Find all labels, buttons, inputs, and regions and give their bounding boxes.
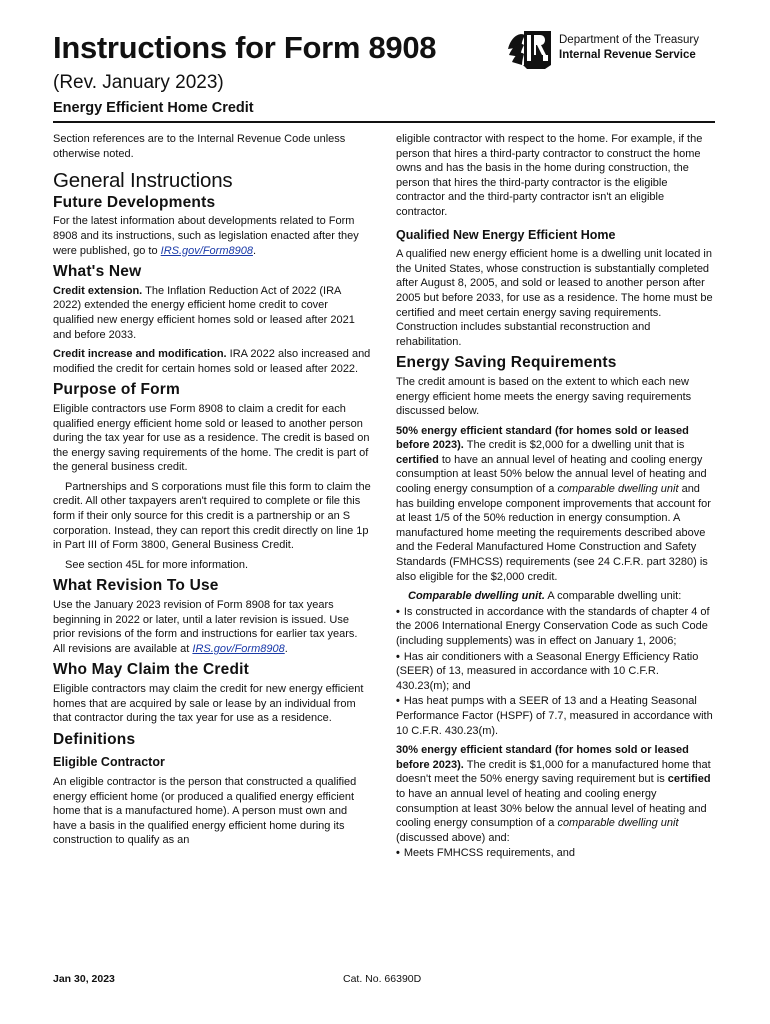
fifty-percent-standard	[396, 424, 714, 585]
agency-block	[559, 33, 699, 63]
qualified-home-heading: Qualified New Energy Efficient Home	[396, 227, 616, 242]
right-column	[396, 132, 714, 866]
definitions-heading: Definitions	[53, 730, 136, 748]
irs-form8908-link[interactable]: IRS.gov/Form8908	[160, 244, 253, 257]
who-may-claim-text: Eligible contractors may claim the credit for new energy efficient homes that are acquired by sale or lease by an individual from that contractor during the tax year for use as a residence.	[53, 683, 364, 725]
agency-irs: Internal Revenue Service	[559, 49, 696, 61]
qualified-home-text: A qualified new energy efficient home is a dwelling unit located in the United States, whose construction is substantially completed after August 8, 2005, and sold or leased to another person after 2005 but before 2033, for use as a residence. The home must be certified and meet certain energy saving requirements. Construction includes substantial reconstruction and rehabilitation.	[396, 248, 713, 348]
what-revision-body: Use the January 2023 revision of Form 8908 for tax years beginning in 2022 or later, until a later revision is issued. Use prior revisions of the form and instructions for earlier tax years. All revisions are available at	[53, 599, 358, 655]
thirty-percent-standard	[396, 743, 714, 845]
future-developments-heading: Future Developments	[53, 193, 216, 211]
footer-catalog-number: Cat. No. 66390D	[343, 973, 422, 985]
left-column	[53, 132, 371, 853]
general-instructions-heading: General Instructions	[53, 169, 233, 193]
credit-extension-paragraph	[53, 284, 371, 342]
purpose-of-form-heading: Purpose of Form	[53, 381, 181, 399]
eligible-contractor-heading: Eligible Contractor	[53, 755, 165, 770]
credit-increase-lead: Credit increase and modification.	[53, 348, 227, 361]
thirty-percent-cdu: comparable dwelling unit	[557, 817, 679, 830]
fifty-percent-text-a: The credit is $2,000 for a dwelling unit that is	[463, 439, 685, 452]
what-revision-heading: What Revision To Use	[53, 577, 219, 595]
irs-eagle-logo-icon	[505, 27, 555, 71]
future-developments-text	[53, 214, 371, 258]
comparable-dwelling-list	[396, 605, 714, 738]
energy-saving-heading: Energy Saving Requirements	[396, 354, 617, 372]
comparable-dwelling-paragraph	[396, 589, 714, 604]
list-item: • Meets FMHCSS requirements, and	[396, 846, 714, 861]
credit-increase-paragraph	[53, 347, 371, 376]
page-title: Instructions for Form 8908	[53, 30, 437, 65]
thirty-percent-text-c: (discussed above) and:	[396, 831, 510, 844]
credit-extension-text: The Inflation Reduction Act of 2022 (IRA 2022) extended the energy efficient home credit to cover qualified new energy efficient homes sold or leased after 2021 and before 2033.	[53, 284, 355, 341]
purpose-paragraph-2: Partnerships and S corporations must file this form to claim the credit. All other taxpayers aren't required to complete or file this form if their only source for this credit is a partnership or an S corporation. Instead, they can report this credit directly on line 1p in Part III of Form 3800, General Business Credit.	[53, 480, 371, 552]
comparable-dwelling-lead: Comparable dwelling unit.	[408, 590, 545, 603]
section-references-note: Section references are to the Internal Revenue Code unless otherwise noted.	[53, 133, 346, 160]
purpose-paragraph-1: Eligible contractors use Form 8908 to claim a credit for each qualified energy efficient home sold or leased to another person during the tax year for use as a residence. The credit is based on the energy saving requirements of the home. The credit is part of the general business credit.	[53, 402, 370, 474]
footer-date: Jan 30, 2023	[53, 973, 115, 985]
comparable-dwelling-text: A comparable dwelling unit:	[544, 590, 682, 603]
header-rule	[53, 121, 715, 123]
thirty-percent-text-b: to have an annual level of heating and cooling energy consumption at least 30% below the annual level of heating and cooling energy consumption of a	[396, 787, 707, 830]
list-item: • Has heat pumps with a SEER of 13 and a Heating Seasonal Performance Factor (HSPF) of 7.7, measured in accordance with 10 C.F.R. 430.23(m).	[396, 694, 714, 738]
whats-new-heading: What's New	[53, 263, 142, 281]
list-item: • Is constructed in accordance with the standards of chapter 4 of the 2006 International Energy Conservation Code as such Code (including supplements) was in effect on January 1, 2006;	[396, 605, 714, 649]
future-developments-body: For the latest information about developments related to Form 8908 and its instructions, such as legislation enacted after they were published, go to	[53, 215, 359, 257]
thirty-percent-certified: certified	[667, 773, 711, 786]
thirty-percent-list	[396, 846, 714, 861]
revision-date: (Rev. January 2023)	[53, 72, 224, 93]
list-item: • Has air conditioners with a Seasonal Energy Efficiency Ratio (SEER) of 13, measured in accordance with 10 C.F.R. 430.23(m); and	[396, 650, 714, 694]
credit-extension-lead: Credit extension.	[53, 284, 143, 297]
purpose-paragraph-3: See section 45L for more information.	[65, 558, 249, 571]
fifty-percent-text-b: to have an annual level of heating and cooling energy consumption at least 50% below the annual level of heating and cooling energy consumption of a	[396, 453, 707, 496]
who-may-claim-heading: Who May Claim the Credit	[53, 661, 249, 679]
eligible-contractor-text: An eligible contractor is the person that constructed a qualified energy efficient home (or produced a qualified energy efficient home that is a manufactured home). A person must own and have a basis in the qualified energy efficient home during its construction to qualify as an	[53, 775, 357, 847]
what-revision-end: .	[284, 642, 288, 655]
energy-saving-text: The credit amount is based on the extent to which each new energy efficient home meets the energy saving requirements discussed below.	[396, 375, 692, 418]
credit-increase-text: IRA 2022 also increased and modified the credit for certain homes sold or leased after 2022.	[53, 348, 371, 375]
fifty-percent-cdu: comparable dwelling unit	[557, 483, 679, 496]
fifty-percent-lead: 50% energy efficient standard (for homes sold or leased before 2023).	[396, 424, 689, 452]
future-developments-end: .	[252, 244, 257, 257]
fifty-percent-text-c: and has building envelope component improvements that account for at least 1/5 of the 50% reduction in energy consumption. A manufactured home meeting the requirements described above and the Federal Manufactured Home Construction and Safety Standards (FMHCSS) requirements (see 24 C.F.R. part 3280) is also eligible for the $2,000 credit.	[396, 483, 711, 583]
agency-department: Department of the Treasury	[559, 34, 699, 46]
thirty-percent-lead: 30% energy efficient standard (for homes sold or leased before 2023).	[396, 744, 689, 771]
eligible-contractor-continued: eligible contractor with respect to the home. For example, if the person that hires a third-party contractor to construct the home owns and has the basis in the home during construction, the person that hires the third-party contractor is the eligible contractor and the third-party contractor isn't an eligible contractor.	[396, 133, 703, 218]
what-revision-text	[53, 598, 371, 656]
thirty-percent-text-a: The credit is $1,000 for a manufactured home that doesn't meet the 50% energy saving requirement but is	[396, 758, 711, 786]
fifty-percent-certified: certified	[396, 453, 439, 466]
form-subtitle: Energy Efficient Home Credit	[53, 100, 254, 116]
irs-form8908-link-2[interactable]: IRS.gov/Form8908	[192, 642, 285, 655]
